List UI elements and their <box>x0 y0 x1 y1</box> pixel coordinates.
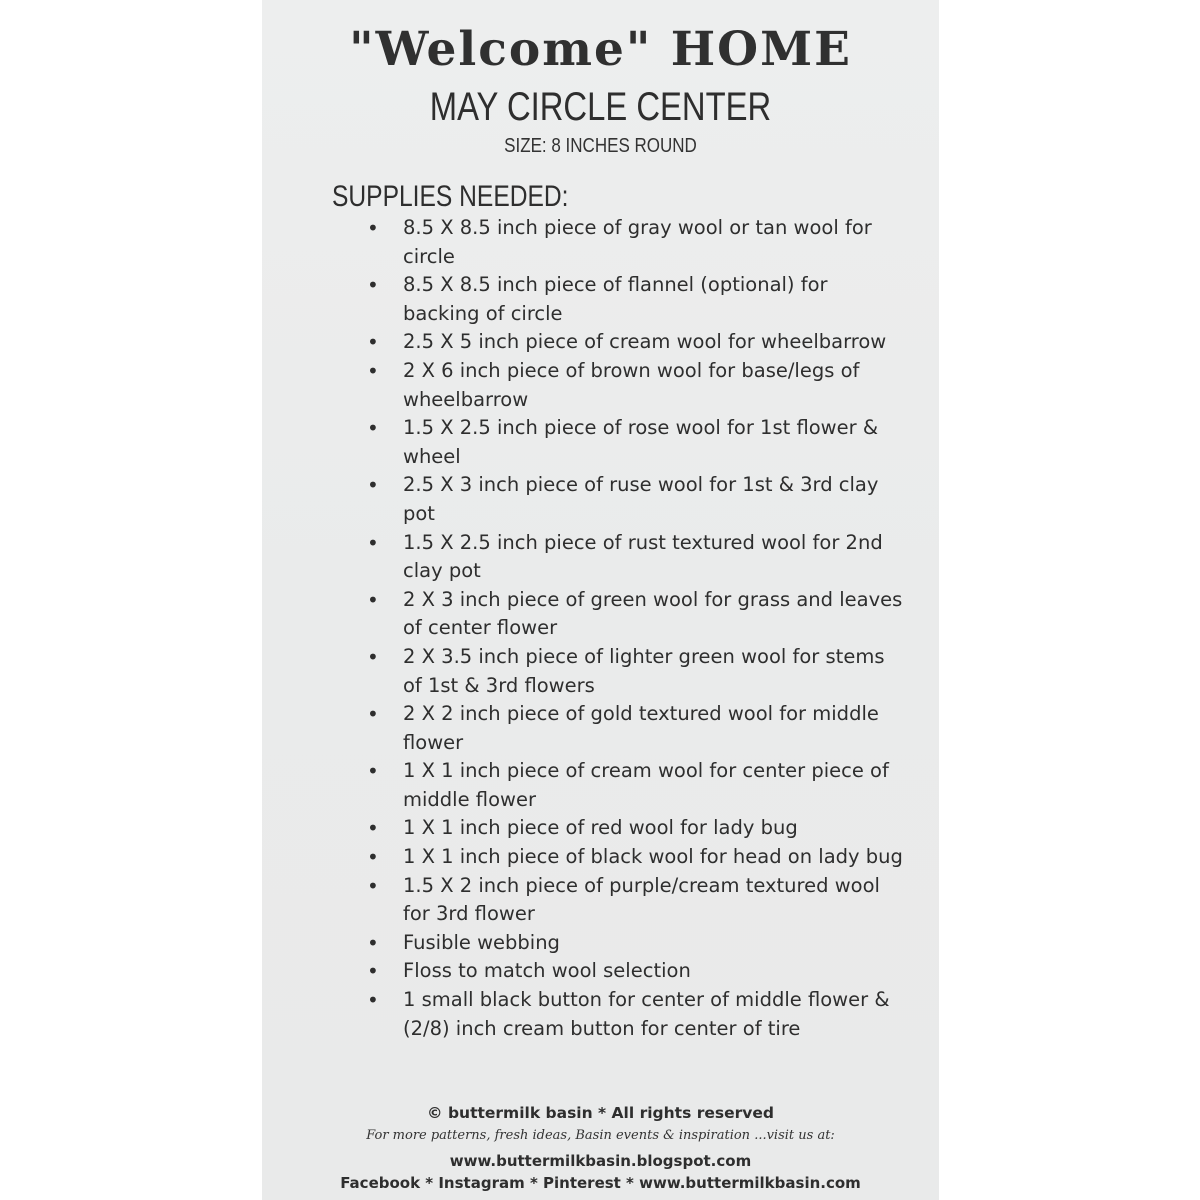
footer-blog-url: www.buttermilkbasin.blogspot.com <box>449 1152 752 1170</box>
supply-item: • 1.5 X 2.5 inch piece of rose wool for 1st flower & wheel <box>403 414 903 471</box>
footer-tagline: For more patterns, fresh ideas, Basin events & inspiration ...visit us at: <box>366 1128 835 1143</box>
supply-item: • 2 X 3.5 inch piece of lighter green wool for stems of 1st & 3rd flowers <box>403 643 903 700</box>
supply-item: • 2.5 X 5 inch piece of cream wool for wheelbarrow <box>403 328 903 357</box>
pattern-card <box>262 0 939 1200</box>
supply-item: • 1 X 1 inch piece of red wool for lady bug <box>403 814 903 843</box>
supplies-heading: SUPPLIES NEEDED: <box>332 180 569 213</box>
supply-item: • 8.5 X 8.5 inch piece of flannel (optional) for backing of circle <box>403 271 903 328</box>
supply-item: • 2 X 3 inch piece of green wool for grass and leaves of center flower <box>403 586 903 643</box>
footer-copyright: © buttermilk basin * All rights reserved <box>427 1104 774 1122</box>
document-subtitle: MAY CIRCLE CENTER <box>429 85 772 129</box>
supply-item: • 2.5 X 3 inch piece of ruse wool for 1st & 3rd clay pot <box>403 471 903 528</box>
supply-item: • Floss to match wool selection <box>403 957 903 986</box>
supply-item: • 2 X 6 inch piece of brown wool for base/legs of wheelbarrow <box>403 357 903 414</box>
supply-item: • 1 X 1 inch piece of cream wool for center piece of middle flower <box>403 757 903 814</box>
supply-item: • 1 X 1 inch piece of black wool for head on lady bug <box>403 843 903 872</box>
supply-item: • 2 X 2 inch piece of gold textured wool for middle flower <box>403 700 903 757</box>
supply-item: • 1 small black button for center of middle flower & (2/8) inch cream button for center of tire <box>403 986 903 1043</box>
supply-item: • 8.5 X 8.5 inch piece of gray wool or tan wool for circle <box>403 214 903 271</box>
supplies-list <box>403 214 903 1043</box>
supply-item: • 1.5 X 2.5 inch piece of rust textured wool for 2nd clay pot <box>403 529 903 586</box>
supply-item: • Fusible webbing <box>403 929 903 958</box>
supply-item: • 1.5 X 2 inch piece of purple/cream textured wool for 3rd flower <box>403 872 903 929</box>
footer-social-links: Facebook * Instagram * Pinterest * www.buttermilkbasin.com <box>340 1174 861 1192</box>
size-line: SIZE: 8 INCHES ROUND <box>504 135 697 157</box>
document-title: "Welcome" HOME <box>349 22 852 77</box>
